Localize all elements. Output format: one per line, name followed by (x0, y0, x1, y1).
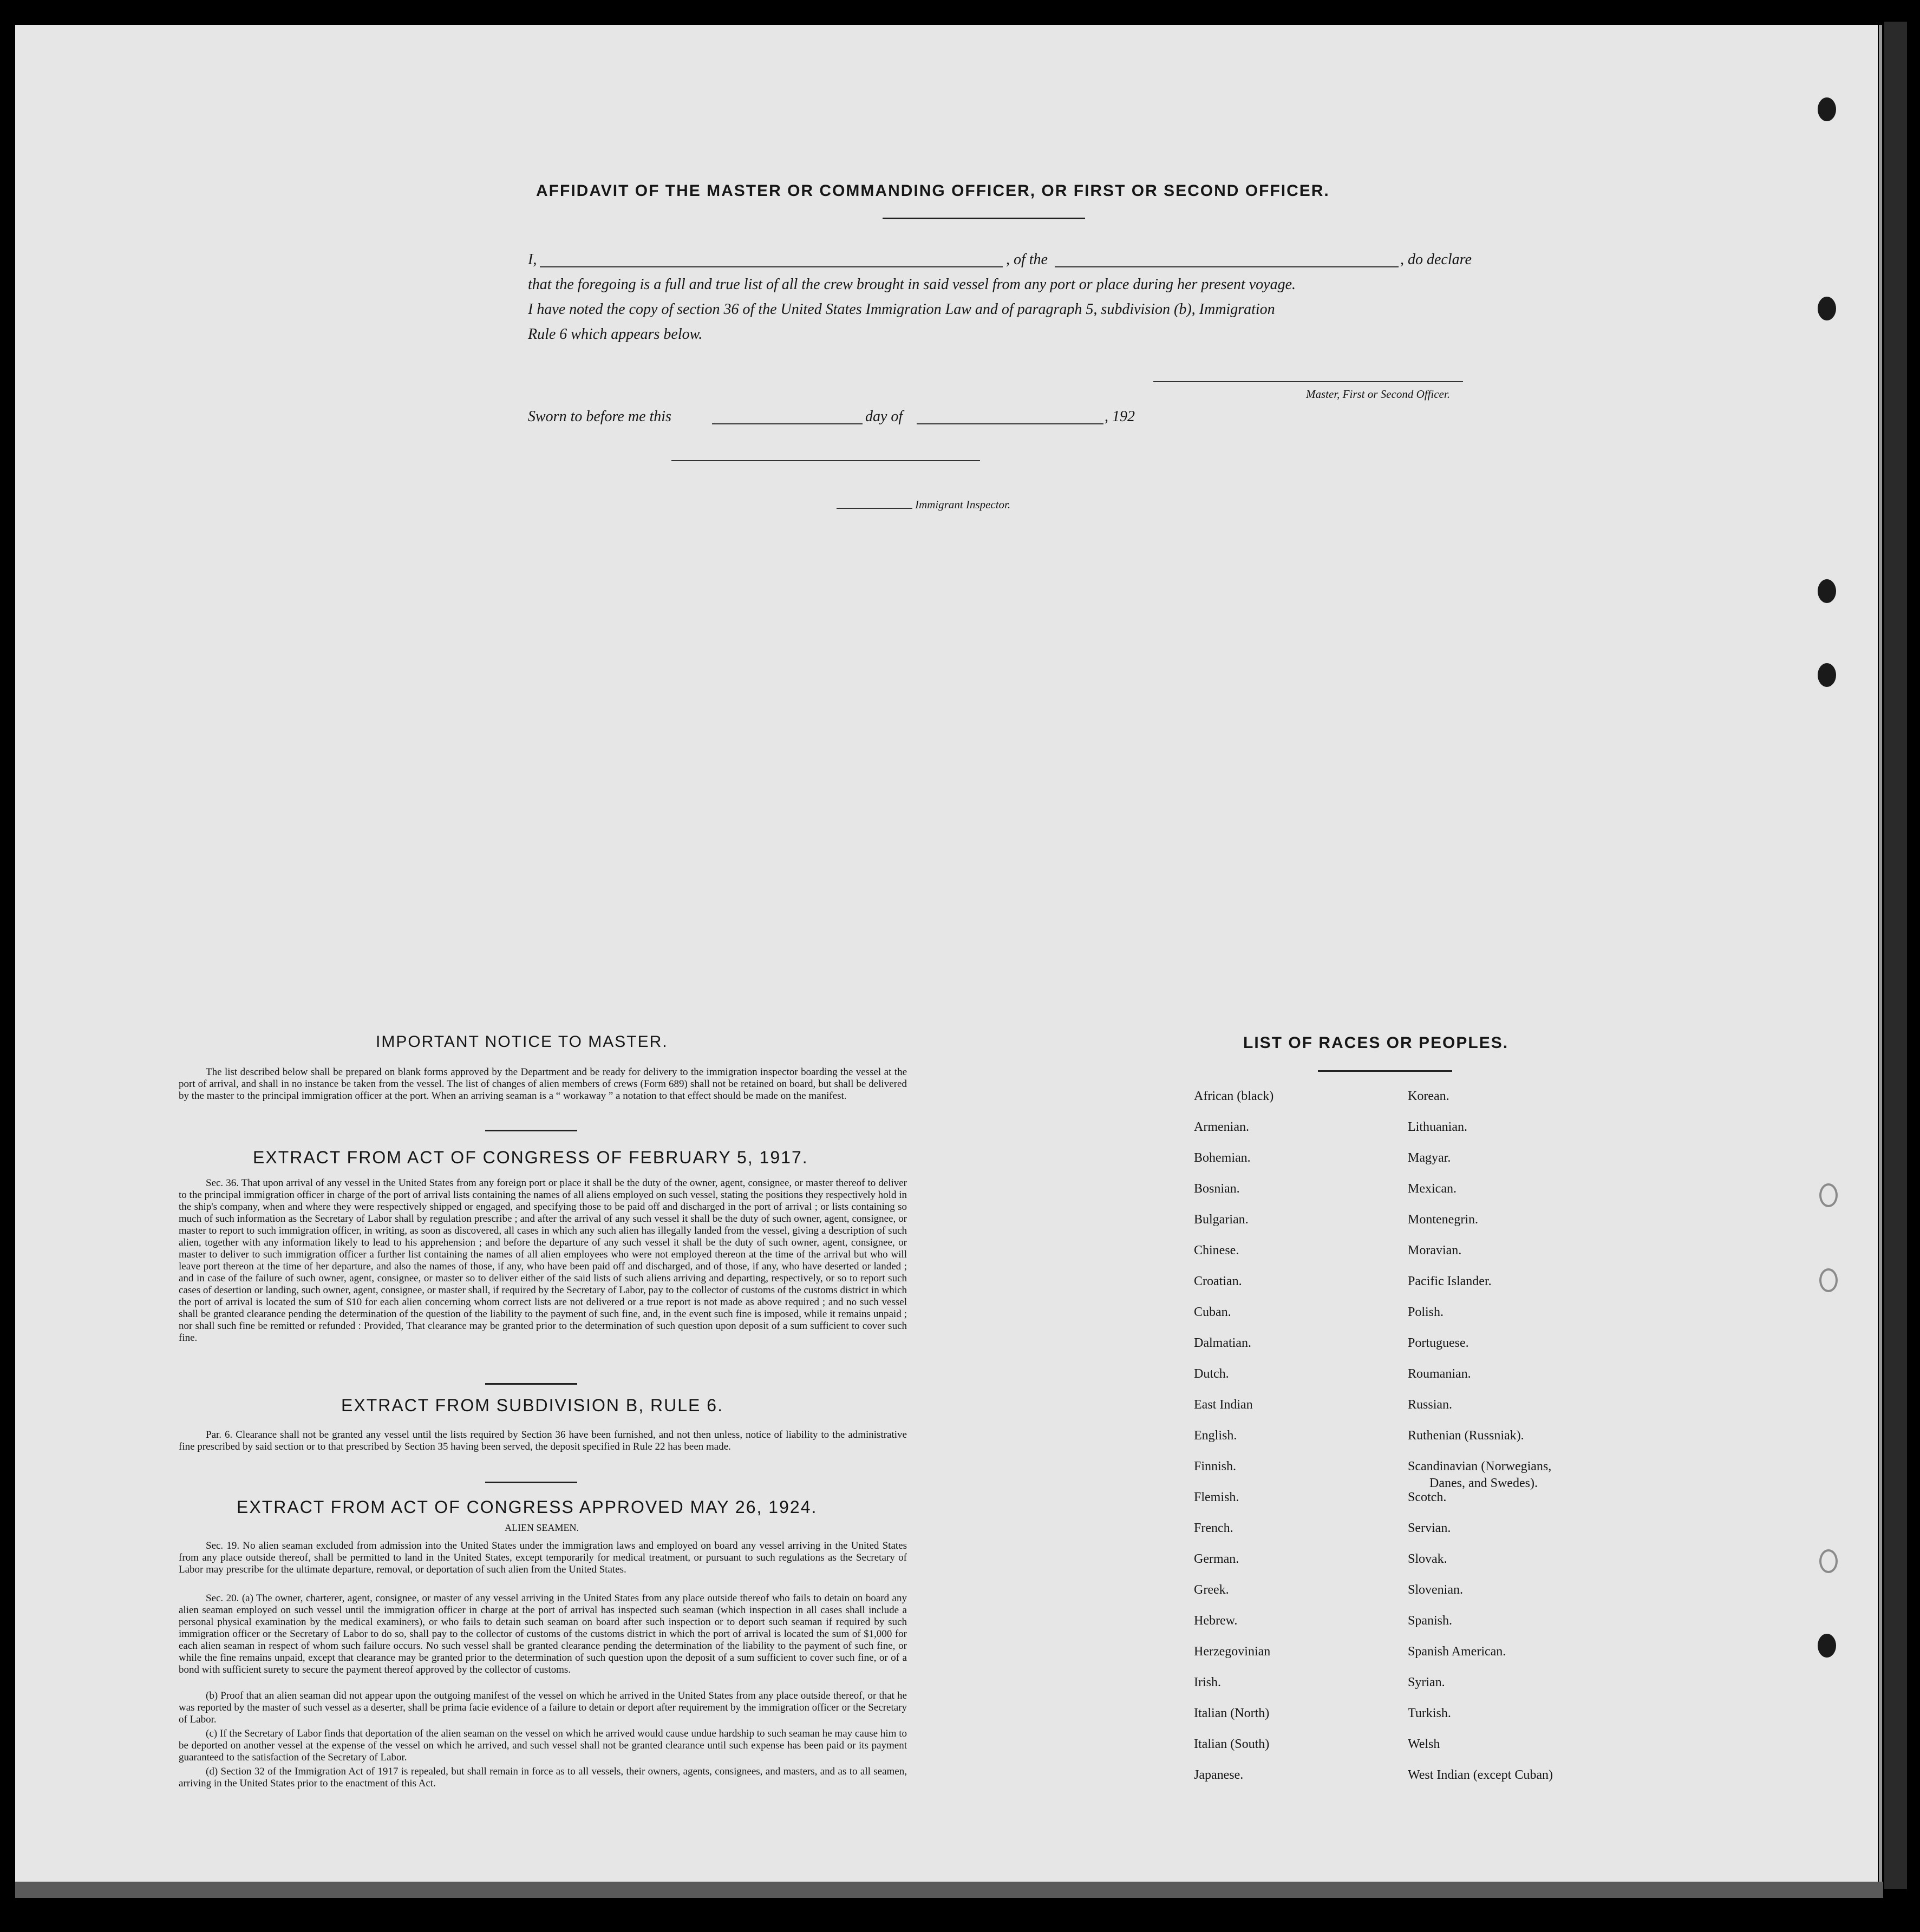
punch-hole (1818, 1634, 1836, 1658)
race-item: Spanish American. (1408, 1645, 1506, 1659)
race-item: Bohemian. (1194, 1151, 1251, 1165)
race-item: Greek. (1194, 1583, 1229, 1597)
punch-hole (1818, 97, 1836, 121)
race-item: Welsh (1408, 1737, 1440, 1751)
race-item: Turkish. (1408, 1706, 1451, 1720)
punch-hole (1818, 663, 1836, 687)
race-item: Dalmatian. (1194, 1336, 1251, 1350)
races-title: LIST OF RACES OR PEOPLES. (1243, 1034, 1509, 1052)
sworn-start: Sworn to before me this (528, 408, 671, 425)
race-item: Lithuanian. (1408, 1120, 1467, 1134)
race-item: Roumanian. (1408, 1367, 1471, 1381)
race-item: Pacific Islander. (1408, 1274, 1492, 1288)
notice-text: The list described below shall be prepared on blank forms approved by the Department and be ready for delivery to the immigration inspector boarding the vessel at the port of arrival, and shall in no instance be taken from the vessel. The list of changes of alien members of crews (Form 689) shall not be retained on board, but shall be delivered by the master to the principal immigration officer at the port. When an arriving seaman is a “ workaway ” a notation to that effect should be made on the manifest. (179, 1066, 907, 1102)
race-item: East Indian (1194, 1398, 1253, 1412)
extract-rule6-text: Par. 6. Clearance shall not be granted any vessel until the lists required by Section 36 have been furnished, and not then unless, notice of liability to the administrative fine prescribed by said section or to that prescribed by Section 35 having been served, the deposit specified in Rule 22 has been made. (179, 1429, 907, 1452)
race-item: Hebrew. (1194, 1614, 1238, 1628)
race-item: Ruthenian (Russniak). (1408, 1429, 1524, 1443)
sec20c-text: (c) If the Secretary of Labor finds that deportation of the alien seaman on the vessel on which he arrived would cause undue hardship to such seaman he may cause him to be deported on another vessel at the expense of the vessel on which he arrived, and such vessel shall not be granted clearance until such expense has been paid or its payment guaranteed to the satisfaction of the Secretary of Labor. (179, 1728, 907, 1763)
race-item: Finnish. (1194, 1459, 1237, 1473)
punch-hole (1818, 297, 1836, 320)
race-item: West Indian (except Cuban) (1408, 1768, 1553, 1782)
page-bottom-shadow (15, 1882, 1883, 1898)
race-item: Russian. (1408, 1398, 1453, 1412)
race-item: Servian. (1408, 1521, 1451, 1535)
sec19-text: Sec. 19. No alien seaman excluded from admission into the United States under the immigration laws and employed on board any vessel arriving in the United States from any place outside thereof, shall be permitted to land in the United States, except temporarily for medical treatment, or pursuant to such regulations as the Secretary of Labor may prescribe for the ultimate departure, removal, or deportation of such alien from the United States. (179, 1540, 907, 1575)
affidavit-line4: Rule 6 which appears below. (528, 326, 703, 343)
affidavit-line1-start: I, (528, 251, 537, 268)
affidavit-line1-end: , do declare (1400, 251, 1472, 268)
race-item: African (black) (1194, 1089, 1274, 1103)
race-item: Scotch. (1408, 1490, 1447, 1504)
punch-hole (1819, 1549, 1838, 1573)
sec20a-text: Sec. 20. (a) The owner, charterer, agent, consignee, or master of any vessel arriving in the United States from any place outside thereof who fails to detain on board any alien seaman employed on such vessel until the immigration officer in charge at the port of arrival has inspected such seaman (which inspection in all cases shall include a personal physical examination by the medical examiners), or who fails to detain such seaman on board after such inspection or to deport such seaman if required by such immigration officer or the Secretary of Labor to do so, shall pay to the collector of customs of the customs district in which the port of arrival is located the sum of $1,000 for each alien seaman in respect of whom such failure occurs. No such vessel shall be granted clearance pending the determination of the liability to the payment of such fine, or while the fine remains unpaid, except that clearance may be granted prior to the determination of such question upon the deposit of a sum sufficient to cover such fine, or of a bond with sufficient surety to secure the payment thereof approved by the collector of customs. (179, 1593, 907, 1675)
section-rule (485, 1482, 577, 1483)
title-rule (883, 218, 1085, 219)
signature-line (1153, 381, 1463, 382)
race-item: Herzegovinian (1194, 1645, 1271, 1659)
day-blank (712, 423, 863, 424)
name-blank (540, 266, 1003, 267)
race-item: Croatian. (1194, 1274, 1242, 1288)
inspector-signature-line (671, 460, 980, 461)
races-column-2 (1408, 1089, 1553, 1799)
race-item: Polish. (1408, 1305, 1444, 1319)
signature-label: Master, First or Second Officer. (1306, 388, 1450, 401)
binding-strip (1884, 22, 1907, 1889)
race-item: Irish. (1194, 1675, 1221, 1689)
race-item: Bosnian. (1194, 1182, 1240, 1196)
section-rule (485, 1383, 577, 1385)
race-item: Italian (South) (1194, 1737, 1270, 1751)
extract-1924-title: EXTRACT FROM ACT OF CONGRESS APPROVED MAY 26, 1924. (237, 1497, 818, 1517)
race-item: Mexican. (1408, 1182, 1457, 1196)
punch-hole (1819, 1268, 1838, 1292)
sworn-day: day of (865, 408, 903, 425)
sec20d-text: (d) Section 32 of the Immigration Act of 1917 is repealed, but shall remain in force as to all vessels, their owners, agents, consignees, and masters, and as to all seamen, arriving in the United States prior to the enactment of this Act. (179, 1766, 907, 1789)
race-item: Japanese. (1194, 1768, 1244, 1782)
inspector-short-line (837, 508, 912, 509)
notice-title: IMPORTANT NOTICE TO MASTER. (376, 1033, 668, 1051)
race-item: Italian (North) (1194, 1706, 1270, 1720)
sworn-year: , 192 (1105, 408, 1135, 425)
affidavit-line3: I have noted the copy of section 36 of the United States Immigration Law and of paragraph 5, subdivision (b), Immigration (528, 301, 1275, 318)
race-item: Cuban. (1194, 1305, 1231, 1319)
punch-hole (1819, 1183, 1838, 1207)
race-item: Chinese. (1194, 1243, 1239, 1258)
race-item: Magyar. (1408, 1151, 1451, 1165)
race-item: Armenian. (1194, 1120, 1249, 1134)
races-column-1 (1194, 1089, 1274, 1799)
race-item: Dutch. (1194, 1367, 1229, 1381)
race-item: Moravian. (1408, 1243, 1462, 1258)
race-item: Montenegrin. (1408, 1213, 1478, 1227)
sec20b-text: (b) Proof that an alien seaman did not appear upon the outgoing manifest of the vessel on which he arrived in the United States from any place outside thereof, or that he was reported by the master of such vessel as a deserter, shall be prima facie evidence of a failure to detain or deport after requirement by the immigration officer or the Secretary of Labor. (179, 1690, 907, 1725)
race-item: Korean. (1408, 1089, 1449, 1103)
race-item: Scandinavian (Norwegians, (1408, 1459, 1552, 1473)
extract-1924-subtitle: ALIEN SEAMEN. (505, 1522, 579, 1533)
affidavit-title: AFFIDAVIT OF THE MASTER OR COMMANDING OFFICER, OR FIRST OR SECOND OFFICER. (536, 182, 1330, 200)
race-item: Syrian. (1408, 1675, 1445, 1689)
race-item: Spanish. (1408, 1614, 1453, 1628)
extract-rule6-title: EXTRACT FROM SUBDIVISION B, RULE 6. (341, 1396, 723, 1415)
race-item: Flemish. (1194, 1490, 1239, 1504)
vessel-blank (1055, 266, 1399, 267)
race-item: English. (1194, 1429, 1237, 1443)
page-edge (1879, 25, 1882, 1882)
extract-1917-title: EXTRACT FROM ACT OF CONGRESS OF FEBRUARY 5, 1917. (253, 1148, 808, 1167)
race-item: Bulgarian. (1194, 1213, 1249, 1227)
section-rule (485, 1130, 577, 1131)
affidavit-line2: that the foregoing is a full and true list of all the crew brought in said vessel from any port or place during her present voyage. (528, 276, 1296, 293)
race-item: Portuguese. (1408, 1336, 1469, 1350)
race-item: Slovenian. (1408, 1583, 1463, 1597)
race-item: German. (1194, 1552, 1239, 1566)
race-item: Slovak. (1408, 1552, 1447, 1566)
punch-hole (1818, 579, 1836, 603)
race-item: French. (1194, 1521, 1233, 1535)
month-blank (917, 423, 1103, 424)
races-rule (1318, 1070, 1452, 1072)
race-item-continued: Danes, and Swedes). (1429, 1476, 1538, 1490)
inspector-label: Immigrant Inspector. (915, 498, 1011, 511)
extract-1917-text: Sec. 36. That upon arrival of any vessel in the United States from any foreign port or place it shall be the duty of the owner, agent, consignee, or master thereof to deliver to the principal immigration officer in charge of the port of arrival lists containing the names of all aliens employed on such vessel, stating the positions they respectively hold in the ship's company, when and where they were respectively shipped or engaged, and specifying those to be paid off and discharged in the port of arrival ; or lists containing so much of such information as the Secretary of Labor shall by regulation prescribe ; and after the arrival of any such vessel it shall be the duty of such owner, agent, consignee, or master to report to such immigration officer, in writing, as soon as discovered, all cases in which any such alien has illegally landed from the vessel, giving a description of such alien, together with any information likely to lead to his apprehension ; and before the departure of any such vessel it shall be the duty of such owner, agent, consignee, or master to deliver to such immigration officer a further list containing the names of all alien employees who were not employed thereon at the time of the arrival but who will leave port thereon at the time of her departure, and also the names of those, if any, who have been paid off and discharged, and of those, if any, who have deserted or landed ; and in case of the failure of such owner, agent, consignee, or master so to deliver either of the said lists of such aliens arriving and departing, respectively, or so to report such cases of desertion or landing, such owner, agent, consignee, or master shall, if required by the Secretary of Labor, pay to the collector of customs of the customs district in which the port of arrival is located the sum of $10 for each alien concerning whom correct lists are not delivered or a true report is not made as above required ; and no such vessel shall be granted clearance pending the determination of the question of the liability to the payment of such fine, and, in the event such fine is imposed, while it remains unpaid ; nor shall such fine be remitted or refunded : Provided, That clearance may be granted prior to the determination of such question upon deposit of a sum sufficient to cover such fine. (179, 1177, 907, 1344)
affidavit-line1-of: , of the (1006, 251, 1048, 268)
